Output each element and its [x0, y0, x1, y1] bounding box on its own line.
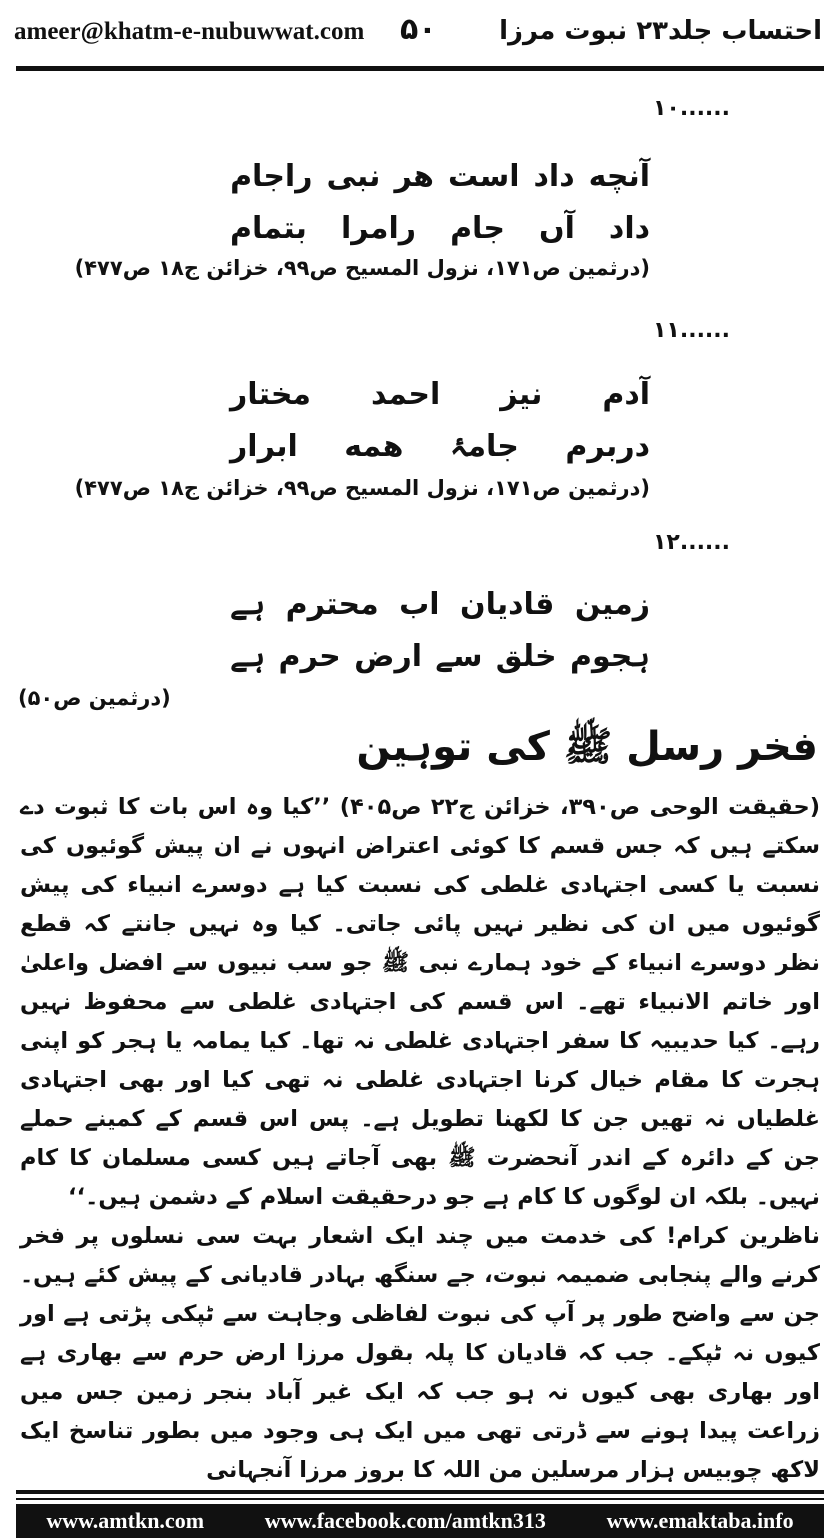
verse-word: رامرا	[340, 210, 417, 246]
verse-word: جامۂ	[449, 428, 519, 464]
email-address[interactable]: ameer@khatm-e-nubuwwat.com	[14, 18, 365, 45]
verse-word: هر	[394, 158, 434, 194]
verse-word: احمد	[370, 376, 441, 412]
verse-word: ہے	[230, 638, 266, 674]
verse-word: است	[447, 158, 520, 194]
verse-word: جام	[450, 210, 505, 246]
verse-block	[230, 368, 650, 472]
verse-word: داد	[608, 210, 650, 246]
verse-line	[230, 578, 650, 630]
verse-word: نبی	[326, 158, 381, 194]
verse-word: آدم	[602, 376, 650, 412]
footer-link-facebook[interactable]: www.facebook.com/amtkn313	[264, 1508, 546, 1533]
verse-word: ارض	[354, 638, 423, 674]
item-number: ۱۰......	[653, 96, 730, 121]
reference-citation: (درثمین ص۱۷۱، نزول المسیح ص۹۹، خزائن ج۱۸ ص۴۷۷)	[74, 256, 650, 280]
verse-line	[230, 368, 650, 420]
verse-line	[230, 202, 650, 254]
footer-rule	[16, 1490, 824, 1494]
footer-link-emaktaba[interactable]: www.emaktaba.info	[606, 1508, 794, 1533]
paragraph: (حقیقت الوحی ص۳۹۰، خزائن ج۲۲ ص۴۰۵) ’’کیا وہ اس بات کا ثبوت دے سکتے ہیں کہ جس قسم کا کوئی اعتراض انہوں نے ان پیش گوئیوں کی نسبت یا کسی اجتہادی غلطی کی نسبت کیا ہے دوسرے انبیاء کی پیش گوئیوں میں ان کی نظیر نہیں پائی جاتی۔ کیا وہ نہیں جانتے کہ قطع نظر دوسرے انبیاء کے خود ہمارے نبی ﷺ جو سب نبیوں سے افضل واعلیٰ اور خاتم الانبیاء تھے۔ اس قسم کی اجتہادی غلطی سے محفوظ نہیں رہے۔ کیا حدیبیہ کا سفر اجتہادی غلطی نہ تھا۔ کیا یمامہ یا ہجر کو اپنی ہجرت کا مقام خیال کرنا اجتہادی غلطی نہ تھی کیا اور بھی اجتہادی غلطیاں نہ تھیں جن کا لکھنا تطویل ہے۔ پس اس قسم کے کمینے حملے جن کے دائرہ کے اندر آنحضرت ﷺ بھی آجاتے ہیں کسی مسلمان کا کام نہیں۔ بلکہ ان لوگوں کا کام ہے جو درحقیقت اسلام کے دشمن ہیں۔‘‘	[20, 794, 820, 1210]
verse-word: همه	[344, 428, 404, 464]
header-rule	[16, 66, 824, 71]
verse-word: بتمام	[230, 210, 307, 246]
verse-word: ابرار	[230, 428, 298, 464]
verse-block	[230, 578, 650, 682]
verse-word: راجام	[230, 158, 313, 194]
verse-word: مختار	[230, 376, 312, 412]
verse-word: نیز	[500, 376, 543, 412]
verse-word: آنچه	[588, 158, 650, 194]
verse-word: خلق	[495, 638, 557, 674]
verse-word: داد	[533, 158, 575, 194]
verse-word: آں	[538, 210, 575, 246]
footer-links-bar	[16, 1504, 824, 1538]
section-heading: فخر رسل ﷺ کی توہین	[356, 724, 818, 770]
footer-rule-thin	[16, 1498, 824, 1500]
verse-line	[230, 150, 650, 202]
paragraph: ناظرین کرام! کی خدمت میں چند ایک اشعار بہت سی نسلوں پر فخر کرنے والے پنجابی ضمیمہ نبوت، جے سنگھ بہادر قادیانی کے پیش کئے ہیں۔ جن سے واضح طور پر آپ کی نبوت لفاظی وجاہت سے ٹپکی پڑتی ہے اور کیوں نہ ٹپکے۔ جب کہ قادیان کا پلہ بقول مرزا ارض حرم سے بھاری ہے اور بھاری بھی کیوں نہ ہو جب کہ ایک غیر آباد بنجر زمین جس میں زراعت پیدا ہونے سے ڈرتی تھی میں ایک ہی وجود میں بطور تناسخ ایک لاکھ چوبیس ہزار مرسلین من اللہ کا بروز مرزا آنجہانی	[20, 1223, 820, 1483]
page-header	[0, 0, 840, 72]
verse-word: دربرم	[565, 428, 650, 464]
verse-word: قادیان	[460, 586, 555, 622]
verse-word: سے	[435, 638, 483, 674]
reference-citation: (درثمین ص۱۷۱، نزول المسیح ص۹۹، خزائن ج۱۸ ص۴۷۷)	[74, 476, 650, 500]
page-number: ۵۰	[400, 12, 437, 47]
verse-word: حرم	[278, 638, 341, 674]
verse-line	[230, 630, 650, 682]
verse-word: اب	[399, 586, 440, 622]
body-text	[20, 788, 820, 1490]
reference-citation: (درثمین ص۵۰)	[18, 686, 171, 710]
item-number: ۱۲......	[653, 530, 730, 555]
verse-word: زمین	[574, 586, 650, 622]
book-title: احتساب جلد۲۳ نبوت مرزا	[499, 16, 822, 46]
verse-word: ہے	[230, 586, 266, 622]
footer-link-amtkn[interactable]: www.amtkn.com	[46, 1508, 205, 1533]
verse-line	[230, 420, 650, 472]
verse-word: ہجوم	[570, 638, 650, 674]
verse-block	[230, 150, 650, 254]
item-number: ۱۱......	[653, 318, 730, 343]
verse-word: محترم	[285, 586, 379, 622]
